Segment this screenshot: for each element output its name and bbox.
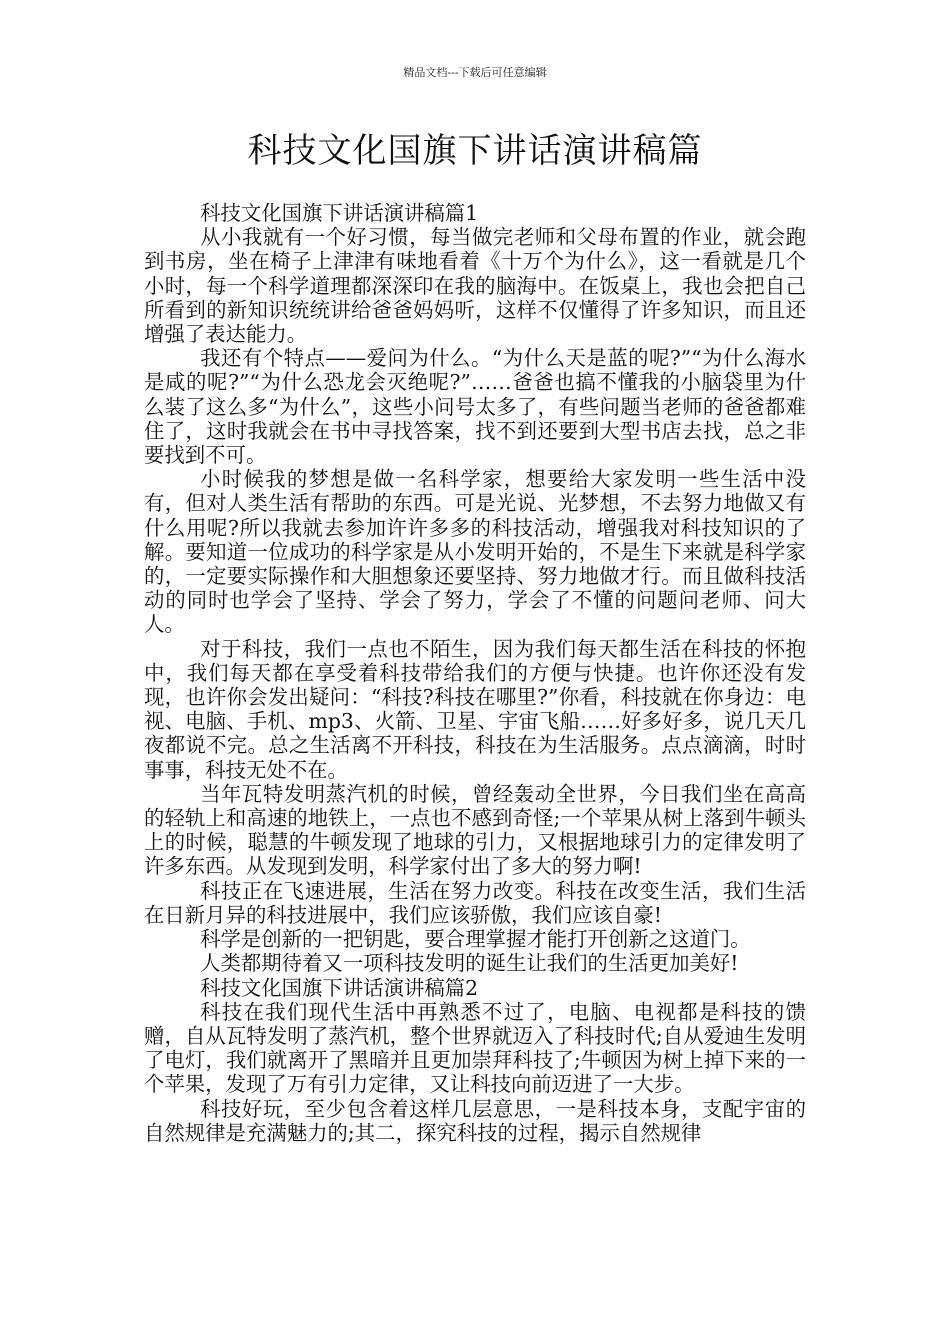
paragraph: 对于科技，我们一点也不陌生，因为我们每天都生活在科技的怀抱中，我们每天都在享受着科技带给我们的方便与快捷。也许你还没有发现，也许你会发出疑问：“科技?科技在哪里?”你看，科技就在你身边：电视、电脑、手机、mp3、火箭、卫星、宇宙飞船……好多好多，说几天几夜都说不完。总之生活离不开科技，科技在为生活服务。点点滴滴，时时事事，科技无处不在。 [144,636,806,782]
document-body [144,201,806,1145]
section-heading-1: 科技文化国旗下讲话演讲稿篇1 [200,201,479,225]
paragraph: 科技好玩，至少包含着这样几层意思，一是科技本身，支配宇宙的自然规律是充满魅力的;其二，探究科技的过程，揭示自然规律 [144,1096,806,1145]
paragraph: 我还有个特点——爱问为什么。“为什么天是蓝的呢?”“为什么海水是咸的呢?”“为什么恐龙会灭绝呢?”……爸爸也搞不懂我的小脑袋里为什么装了这么多“为什么”，这些小问号太多了，有些问题当老师的爸爸都难住了，这时我就会在书中寻找答案，找不到还要到大型书店去找，总之非要找到不可。 [144,346,806,468]
section-heading-2: 科技文化国旗下讲话演讲稿篇2 [200,975,479,1000]
document-title: 科技文化国旗下讲话演讲稿篇 [247,131,703,171]
paragraph: 科技在我们现代生活中再熟悉不过了，电脑、电视都是科技的馈赠，自从瓦特发明了蒸汽机，整个世界就迈入了科技时代;自从爱迪生发明了电灯，我们就离开了黑暗并且更加崇拜科技了;牛顿因为树上掉下来的一个苹果，发现了万有引力定律，又让科技向前迈进了一大步。 [144,999,806,1097]
paragraph: 人类都期待着又一项科技发明的诞生让我们的生活更加美好! [200,951,739,976]
paragraph: 小时候我的梦想是做一名科学家，想要给大家发明一些生活中没有，但对人类生活有帮助的东西。可是光说、光梦想，不去努力地做又有什么用呢?所以我就去参加许许多多的科技活动，增强我对科技知识的了解。要知道一位成功的科学家是从小发明开始的，不是生下来就是科学家的，一定要实际操作和大胆想象还要坚持、努力地做才行。而且做科技活动的同时也学会了坚持、学会了努力，学会了不懂的问题问老师、问大人。 [144,467,806,637]
header-note: 精品文档---下载后可任意编辑 [403,66,547,79]
paragraph: 从小我就有一个好习惯，每当做完老师和父母布置的作业，就会跑到书房，坐在椅子上津津有味地看着《十万个为什么》，这一看就是几个小时，每一个科学道理都深深印在我的脑海中。在饭桌上，我也会把自己所看到的新知识统统讲给爸爸妈妈听，这样不仅懂得了许多知识，而且还增强了表达能力。 [144,225,806,347]
paragraph: 科学是创新的一把钥匙，要合理掌握才能打开创新之这道门。 [200,927,751,952]
paragraph: 科技正在飞速进展，生活在努力改变。科技在改变生活，我们生活在日新月异的科技进展中，我们应该骄傲，我们应该自豪! [144,878,806,927]
paragraph: 当年瓦特发明蒸汽机的时候，曾经轰动全世界，今日我们坐在高高的轻轨上和高速的地铁上，一点也不感到奇怪;一个苹果从树上落到牛顿头上的时候，聪慧的牛顿发现了地球的引力，又根据地球引力的定律发明了许多东西。从发现到发明，科学家付出了多大的努力啊! [144,781,806,879]
